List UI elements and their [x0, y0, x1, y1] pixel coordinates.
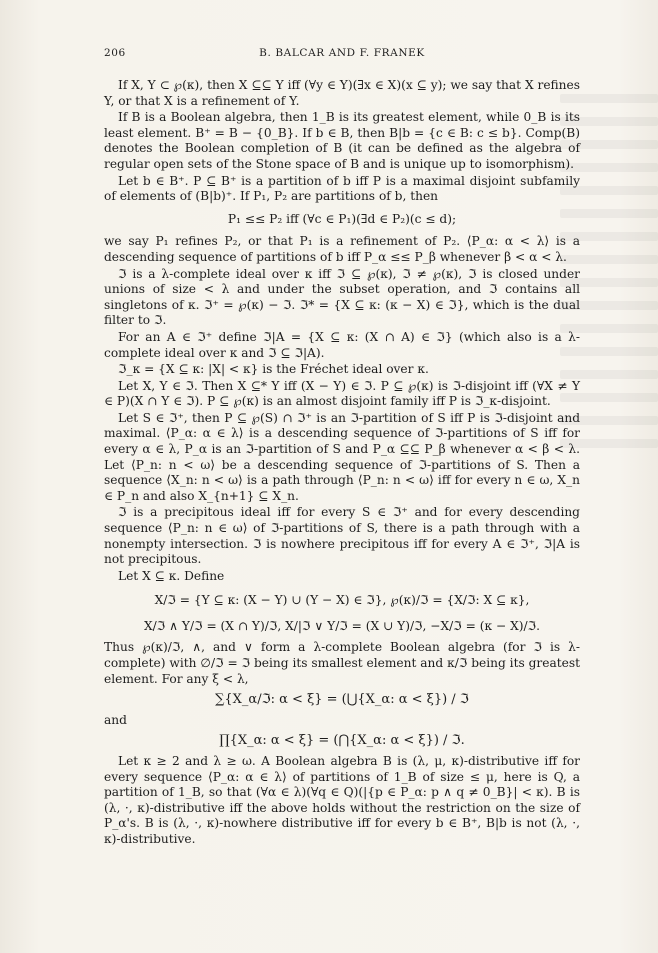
paragraph-boolean-quotient: Thus ℘(κ)/ℑ, ∧, and ∨ form a λ-complete Boolean algebra (for ℑ is λ-complete) with ∅/ℑ = ℑ being its smallest element and κ/ℑ being its greatest element. For any ξ < λ, [104, 640, 580, 686]
paragraph-distributive: Let κ ≥ 2 and λ ≥ ω. A Boolean algebra B is (λ, μ, κ)-distributive iff for every sequence ⟨P_α: α ∈ λ⟩ of partitions of 1_B of size ≤ μ, here is Q, a partition of 1_B, so that (∀α ∈ λ)(∀q ∈ Q)(|{p ∈ P_α: p ∧ q ≠ 0_B}| < κ). B is (λ, ·, κ)-distributive iff the above holds without the restriction on the size of P_α's. B is (λ, ·, κ)-nowhere distributive iff for every b ∈ B⁺, B|b is not (λ, ·, κ)-distributive. [104, 753, 580, 846]
display-formula-quotient-2: X/ℑ ∧ Y/ℑ = (X ∩ Y)/ℑ, X/|ℑ ∨ Y/ℑ = (X ∪ Y)/ℑ, −X/ℑ = (κ − X)/ℑ. [143, 619, 540, 634]
paragraph-frechet-ideal: ℑ_κ = {X ⊆ κ: |X| < κ} is the Fréchet ideal over κ. [118, 362, 429, 377]
page-number: 206 [104, 47, 126, 59]
paragraph-restricted-ideal: For an A ∈ ℑ⁺ define ℑ|A = {X ⊆ κ: (X ∩ A) ∈ ℑ} (which also is a λ-complete ideal over κ and ℑ ⊆ ℑ|A). [104, 329, 580, 360]
paragraph-precipitous: ℑ is a precipitous ideal iff for every S ∈ ℑ⁺ and for every descending sequence ⟨P_n: n ∈ ω⟩ of ℑ-partitions of S, there is a path through with a nonempty intersection. ℑ is nowhere precipitous iff for every A ∈ ℑ⁺, ℑ|A is not precipitous. [104, 505, 580, 567]
paragraph-i-partition: Let S ∈ ℑ⁺, then P ⊆ ℘(S) ∩ ℑ⁺ is an ℑ-partition of S iff P is ℑ-disjoint and maximal. ⟨P_α: α ∈ λ⟩ is a descending sequence of ℑ-partitions of S iff for every α ∈ λ, P_α is an ℑ-partition of S and P_α ⊆⊆ P_β whenever α < β < λ. Let ⟨P_n: n < ω⟩ be a descending sequence of ℑ-partitions of S. Then a sequence ⟨X_n: n < ω⟩ is a path through ⟨P_n: n < ω⟩ iff for every n ∈ ω, X_n ∈ P_n and also X_{n+1} ⊆ X_n. [104, 410, 580, 503]
display-formula-product: ∏{X_α: α < ξ} = (⋂{X_α: α < ξ}) / ℑ. [219, 733, 465, 749]
display-formula-quotient-1: X/ℑ = {Y ⊆ κ: (X − Y) ∪ (Y − X) ∈ ℑ}, ℘(κ)/ℑ = {X/ℑ: X ⊆ κ}, [154, 593, 530, 608]
connector-and: and [104, 712, 127, 727]
paragraph-complete-ideal: ℑ is a λ-complete ideal over κ iff ℑ ⊆ ℘(κ), ℑ ≠ ℘(κ), ℑ is closed under unions of size < λ and under the subset operation, and ℑ contains all singletons of κ. ℑ⁺ = ℘(κ) − ℑ. ℑ* = {X ⊆ κ: (κ − X) ∈ ℑ}, which is the dual filter to ℑ. [104, 266, 580, 328]
paragraph-refines: If X, Y ⊂ ℘(κ), then X ⊆⊆ Y iff (∀y ∈ Y)(∃x ∈ X)(x ⊆ y); we say that X refines Y, or that X is a refinement of Y. [104, 78, 580, 108]
running-title: B. BALCAR AND F. FRANEK [259, 47, 425, 59]
display-formula-refines: P₁ ≤≤ P₂ iff (∀c ∈ P₁)(∃d ∈ P₂)(c ≤ d); [227, 211, 457, 226]
page-header [104, 47, 580, 63]
display-formula-sum: ∑{X_α/ℑ: α < ξ} = (⋃{X_α: α < ξ}) / ℑ [215, 692, 469, 708]
body-text [104, 78, 580, 849]
paragraph-disjoint: Let X, Y ∈ ℑ. Then X ⊆* Y iff (X − Y) ∈ ℑ. P ⊆ ℘(κ) is ℑ-disjoint iff (∀X ≠ Y ∈ P)(X ∩ Y ∈ ℑ). P ⊆ ℘(κ) is an almost disjoint family iff P is ℑ_κ-disjoint. [104, 378, 580, 409]
paragraph-descending-sequence: we say P₁ refines P₂, or that P₁ is a refinement of P₂. ⟨P_α: α < λ⟩ is a descending sequence of partitions of b iff P_α ≤≤ P_β whenever β < α < λ. [104, 234, 580, 264]
paragraph-boolean-algebra: If B is a Boolean algebra, then 1_B is its greatest element, while 0_B is its least element. B⁺ = B − {0_B}. If b ∈ B, then B|b = {c ∈ B: c ≤ b}. Comp(B) denotes the Boolean completion of B (it can be defined as the algebra of regular open sets of the Stone space of B and is unique up to isomorphism). [104, 110, 580, 171]
paragraph-define: Let X ⊆ κ. Define [118, 568, 225, 583]
paragraph-partition: Let b ∈ B⁺. P ⊆ B⁺ is a partition of b iff P is a maximal disjoint subfamily of elements of (B|b)⁺. If P₁, P₂ are partitions of b, then [104, 173, 580, 204]
